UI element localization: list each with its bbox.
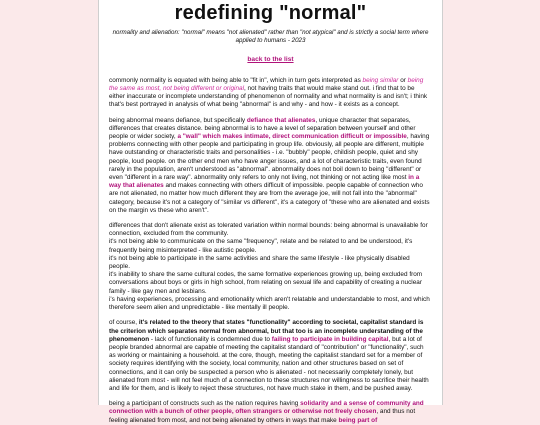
highlight-being-part-of: being part of [338,416,378,424]
highlight-being-similar: being similar [362,76,399,84]
paragraph-2 [109,117,432,215]
article-page [98,0,443,424]
text: , having problems connecting with other people and participating in group life. obviously, all people are different, multiple have outstanding or characteristic traits and personalities - i.e. "bubbly" people, childish people, quiet and shy people, loud people. on the other end men who have anger issues, and a lot of characteristic traits, even found rarely in the population, aren't understood as "abnormal". abnormality does not boil down to being "different" or even "different in a rare way". abnormality only refers to only not living, not thinking or not acting like most [109,133,430,182]
highlight-being-the-same: being the same as most, not being different or original [109,76,424,93]
highlight-wall: a "wall" which makes intimate, direct communication difficult or impossible [177,133,407,141]
text: , unique character that separates, differences that creates distance. being abnormal is to have a level of separation between yourself and other people or wider society, [109,116,416,141]
text: , not having traits that would make stand out. i find that to be either inaccurate or incomplete understanding of phenomenon of normality and what normality is and isn't; i think that's best portrayed in analysis of what being "abnormal" is and why - and how - it exists as a concept. [109,85,428,109]
highlight-solidarity: solidarity and a sense of community and connection with a bunch of other people, often strangers or otherwise not freely chosen [109,400,424,416]
text: being abnormal means defiance, but specifically [109,116,247,124]
paragraph-6: it's inability to share the same cultural codes, the same formative experiences growing up, being excluded from conversations about boys or girls in high school, from relating on sexual life and capability of creating a nuclear family - like gay men and lesbians. [109,271,423,295]
paragraph-9 [109,400,432,425]
highlight-defiance: defiance that alienates [246,116,316,124]
text: being a participant of constructs such as the nation requires having [109,400,301,408]
paragraph-3: differences that don't alienate exist as tolerated variation within normal bounds: being abnormal is unavailable for connection, excluded from the community. [109,222,428,238]
text: , but a lot of people branded abnormal are capable of meeting the capitalist standard of "contribution" or "functionality", such as working or maintaining a household. at the core, though, meeting the capitalist standard set for a member of society requires identifying with the society, local community, nation and other structures based on set of connections, and it can only be suspected a person who is alienated - not necessarily completely lonely, but alienated from most - will not feel much of a connection to these structures nor willingness to sacrifice their health and life for them, and is likely to reject these structures, not have much stake in them, and be pushed away. [109,335,429,392]
back-to-list-link[interactable]: back to the list [247,55,294,63]
text: and makes connecting with others difficult of impossible. people capable of connection who are not alienated, no matter how much different they are from the average joe, will not fall into the "abnormal" category, because it's not a category of "similar vs different", it's a category of "these who are alienated and exists on the margin vs these who aren't". [109,182,430,214]
text: or [398,76,408,84]
text: commonly normality is equated with being able to "fit in", which in turn gets interpreted as [109,76,363,84]
paragraph-4: it's not being able to communicate on the same "frequency", relate and be related to and be understood, it's frequently being misinterpreted - like autistic people. [109,238,413,254]
highlight-alienates: in a way that alienates [109,174,420,190]
page-subtitle: normality and alienation: "normal" means "not alienated" rather than "not atypical" and is strictly a social term where applied to humans - 2023 [112,29,429,45]
text: , and thus not feeling alienated from most, and not being alienated by others in ways that make [109,408,416,424]
paragraph-7: i's having experiences, processing and emotionality which aren't relatable and understandable to most, and which therefore seem alien and unpredictable - like mentally ill people. [109,295,430,312]
highlight-failing-capital: failing to participate in building capital [271,335,389,343]
page-title: redefining "normal" [174,2,367,24]
text: - lack of functionality is condemned due to [149,335,272,343]
back-link-container [109,56,432,63]
paragraph-8 [109,319,432,393]
bold-functionality-theory: it's related to the theory that states "functionality" according to societal, capitalist standard is the criterion which separates normal from abnormal, but that too is an incomplete understanding of the phenomenon [109,319,424,343]
text: of course, [109,319,139,327]
paragraph-5: it's not being able to participate in the same activities and share the same lifestyle - like physically disabled people. [109,254,410,271]
paragraph-1 [109,77,432,110]
